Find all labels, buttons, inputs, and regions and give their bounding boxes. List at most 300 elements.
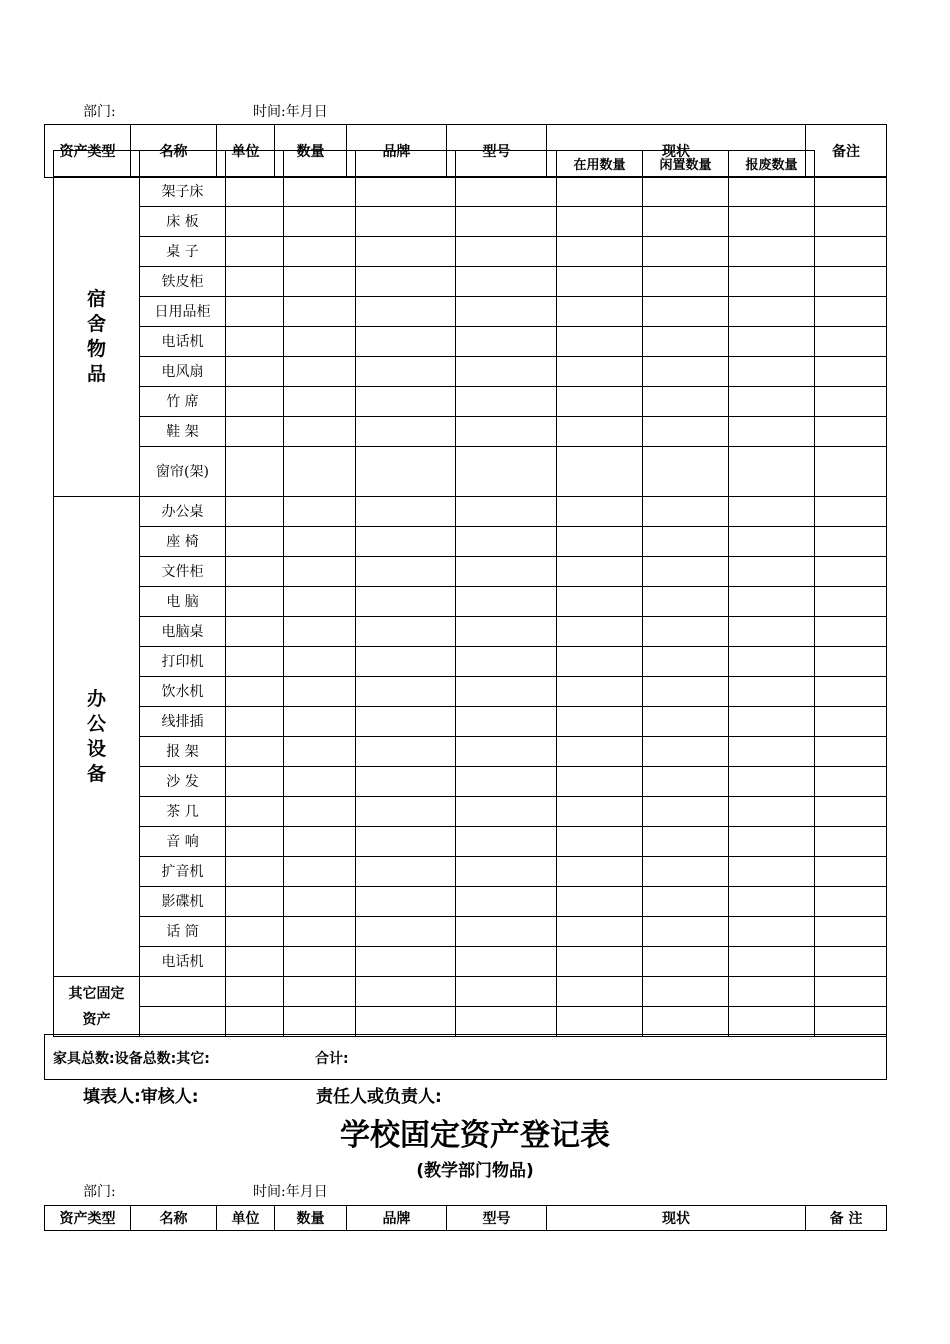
category-cell bbox=[54, 177, 140, 497]
entry-cell[interactable] bbox=[356, 527, 456, 557]
entry-cell[interactable] bbox=[226, 947, 284, 977]
col-unit-header: 单位 bbox=[217, 125, 275, 178]
table-row bbox=[54, 797, 887, 827]
item-name: 鞋 架 bbox=[140, 417, 226, 447]
entry-cell[interactable] bbox=[729, 917, 815, 947]
entry-cell[interactable] bbox=[456, 237, 557, 267]
entry-cell[interactable] bbox=[356, 207, 456, 237]
entry-cell[interactable] bbox=[815, 327, 887, 357]
entry-cell[interactable] bbox=[284, 647, 356, 677]
item-name: 日用品柜 bbox=[140, 297, 226, 327]
page-title: 学校固定资产登记表 bbox=[340, 1118, 610, 1153]
entry-cell[interactable] bbox=[643, 827, 729, 857]
entry-cell[interactable] bbox=[815, 237, 887, 267]
entry-cell[interactable] bbox=[456, 707, 557, 737]
entry-cell[interactable] bbox=[643, 177, 729, 207]
entry-cell[interactable] bbox=[356, 1007, 456, 1037]
entry-cell[interactable] bbox=[226, 527, 284, 557]
entry-cell[interactable] bbox=[729, 617, 815, 647]
entry-cell[interactable] bbox=[284, 557, 356, 587]
entry-cell[interactable] bbox=[226, 387, 284, 417]
subheader-row bbox=[54, 151, 887, 177]
entry-cell[interactable] bbox=[456, 647, 557, 677]
item-name: 窗帘(架) bbox=[140, 447, 226, 497]
col-qty-header: 数量 bbox=[275, 125, 347, 178]
item-name: 座 椅 bbox=[140, 527, 226, 557]
entry-cell[interactable] bbox=[815, 707, 887, 737]
entry-cell[interactable] bbox=[643, 497, 729, 527]
entry-cell[interactable] bbox=[456, 557, 557, 587]
entry-cell[interactable] bbox=[356, 447, 456, 497]
entry-cell[interactable] bbox=[356, 947, 456, 977]
entry-cell[interactable] bbox=[284, 977, 356, 1007]
entry-cell[interactable] bbox=[226, 447, 284, 497]
entry-cell[interactable] bbox=[729, 357, 815, 387]
table-row bbox=[54, 357, 887, 387]
entry-cell[interactable] bbox=[356, 707, 456, 737]
entry-cell[interactable] bbox=[456, 587, 557, 617]
entry-cell[interactable] bbox=[456, 677, 557, 707]
entry-cell[interactable] bbox=[557, 887, 643, 917]
item-name: 电 脑 bbox=[140, 587, 226, 617]
table-row bbox=[54, 707, 887, 737]
entry-cell[interactable] bbox=[557, 857, 643, 887]
entry-cell[interactable] bbox=[356, 387, 456, 417]
entry-cell[interactable] bbox=[557, 677, 643, 707]
table-row bbox=[54, 177, 887, 207]
entry-cell[interactable] bbox=[356, 417, 456, 447]
entry-cell[interactable] bbox=[815, 497, 887, 527]
entry-cell[interactable] bbox=[729, 677, 815, 707]
entry-cell[interactable] bbox=[729, 327, 815, 357]
entry-cell[interactable] bbox=[729, 1007, 815, 1037]
entry-cell[interactable] bbox=[284, 587, 356, 617]
entry-cell[interactable] bbox=[456, 387, 557, 417]
table-row bbox=[54, 417, 887, 447]
entry-cell[interactable] bbox=[140, 1007, 226, 1037]
table-row bbox=[54, 237, 887, 267]
entry-cell[interactable] bbox=[729, 387, 815, 417]
entry-cell[interactable] bbox=[356, 357, 456, 387]
entry-cell[interactable] bbox=[356, 737, 456, 767]
entry-cell[interactable] bbox=[226, 417, 284, 447]
table-row bbox=[54, 647, 887, 677]
table-row bbox=[54, 917, 887, 947]
entry-cell[interactable] bbox=[815, 767, 887, 797]
col-remark-header-2: 备 注 bbox=[806, 1206, 887, 1231]
entry-cell[interactable] bbox=[643, 557, 729, 587]
entry-cell[interactable] bbox=[815, 177, 887, 207]
item-name: 音 响 bbox=[140, 827, 226, 857]
entry-cell[interactable] bbox=[284, 387, 356, 417]
entry-cell[interactable] bbox=[557, 707, 643, 737]
item-name: 报 架 bbox=[140, 737, 226, 767]
entry-cell[interactable] bbox=[729, 207, 815, 237]
entry-cell[interactable] bbox=[557, 297, 643, 327]
dept-label: 部门: bbox=[83, 104, 116, 120]
entry-cell[interactable] bbox=[356, 827, 456, 857]
item-name: 电话机 bbox=[140, 327, 226, 357]
entry-cell[interactable] bbox=[643, 387, 729, 417]
entry-cell[interactable] bbox=[284, 677, 356, 707]
totals-left: 家具总数:设备总数:其它: bbox=[53, 1051, 210, 1067]
entry-cell[interactable] bbox=[226, 707, 284, 737]
entry-cell[interactable] bbox=[643, 977, 729, 1007]
entry-cell[interactable] bbox=[557, 177, 643, 207]
entry-cell[interactable] bbox=[356, 857, 456, 887]
entry-cell[interactable] bbox=[557, 977, 643, 1007]
main-table bbox=[53, 150, 887, 1037]
entry-cell[interactable] bbox=[815, 297, 887, 327]
entry-cell[interactable] bbox=[284, 767, 356, 797]
signature-left: 填表人:审核人: bbox=[83, 1087, 199, 1107]
entry-cell[interactable] bbox=[815, 557, 887, 587]
entry-cell[interactable] bbox=[356, 917, 456, 947]
col-unit-header-2: 单位 bbox=[217, 1206, 275, 1231]
entry-cell[interactable] bbox=[226, 677, 284, 707]
entry-cell[interactable] bbox=[356, 617, 456, 647]
table-row bbox=[54, 1007, 887, 1037]
entry-cell[interactable] bbox=[456, 497, 557, 527]
entry-cell[interactable] bbox=[226, 647, 284, 677]
table-row bbox=[54, 767, 887, 797]
entry-cell[interactable] bbox=[226, 857, 284, 887]
entry-cell[interactable] bbox=[815, 207, 887, 237]
entry-cell[interactable] bbox=[456, 527, 557, 557]
entry-cell[interactable] bbox=[226, 297, 284, 327]
entry-cell[interactable] bbox=[226, 797, 284, 827]
col-brand-header-2: 品牌 bbox=[347, 1206, 447, 1231]
entry-cell[interactable] bbox=[729, 557, 815, 587]
entry-cell[interactable] bbox=[557, 947, 643, 977]
entry-cell[interactable] bbox=[557, 917, 643, 947]
entry-cell[interactable] bbox=[643, 527, 729, 557]
item-name: 沙 发 bbox=[140, 767, 226, 797]
entry-cell[interactable] bbox=[226, 917, 284, 947]
entry-cell[interactable] bbox=[284, 237, 356, 267]
entry-cell[interactable] bbox=[815, 917, 887, 947]
category-cell bbox=[54, 497, 140, 977]
entry-cell[interactable] bbox=[226, 767, 284, 797]
entry-cell[interactable] bbox=[729, 707, 815, 737]
entry-cell[interactable] bbox=[643, 737, 729, 767]
entry-cell[interactable] bbox=[643, 237, 729, 267]
entry-cell[interactable] bbox=[557, 447, 643, 497]
entry-cell[interactable] bbox=[729, 497, 815, 527]
table-row bbox=[54, 447, 887, 497]
entry-cell[interactable] bbox=[729, 797, 815, 827]
entry-cell[interactable] bbox=[643, 297, 729, 327]
entry-cell[interactable] bbox=[643, 1007, 729, 1037]
col-status-header: 现状 bbox=[547, 125, 806, 178]
entry-cell[interactable] bbox=[356, 497, 456, 527]
entry-cell[interactable] bbox=[284, 827, 356, 857]
col-name-header-2: 名称 bbox=[131, 1206, 217, 1231]
entry-cell[interactable] bbox=[226, 267, 284, 297]
entry-cell[interactable] bbox=[226, 1007, 284, 1037]
entry-cell[interactable] bbox=[226, 977, 284, 1007]
entry-cell[interactable] bbox=[729, 647, 815, 677]
item-name: 竹 席 bbox=[140, 387, 226, 417]
entry-cell[interactable] bbox=[456, 917, 557, 947]
entry-cell[interactable] bbox=[557, 827, 643, 857]
entry-cell[interactable] bbox=[815, 827, 887, 857]
header-table-2 bbox=[44, 1205, 887, 1231]
entry-cell[interactable] bbox=[729, 267, 815, 297]
category-label: 办公设备 bbox=[86, 687, 106, 785]
entry-cell[interactable] bbox=[729, 527, 815, 557]
entry-cell[interactable] bbox=[643, 707, 729, 737]
entry-cell[interactable] bbox=[557, 527, 643, 557]
entry-cell[interactable] bbox=[356, 797, 456, 827]
entry-cell[interactable] bbox=[815, 387, 887, 417]
entry-cell[interactable] bbox=[557, 587, 643, 617]
entry-cell[interactable] bbox=[729, 447, 815, 497]
entry-cell[interactable] bbox=[729, 737, 815, 767]
entry-cell[interactable] bbox=[284, 267, 356, 297]
entry-cell[interactable] bbox=[557, 387, 643, 417]
entry-cell[interactable] bbox=[284, 947, 356, 977]
entry-cell[interactable] bbox=[557, 737, 643, 767]
entry-cell[interactable] bbox=[284, 1007, 356, 1037]
entry-cell[interactable] bbox=[557, 357, 643, 387]
entry-cell[interactable] bbox=[643, 267, 729, 297]
entry-cell[interactable] bbox=[815, 267, 887, 297]
entry-cell[interactable] bbox=[729, 417, 815, 447]
entry-cell[interactable] bbox=[815, 647, 887, 677]
entry-cell[interactable] bbox=[284, 707, 356, 737]
entry-cell[interactable] bbox=[356, 297, 456, 327]
entry-cell[interactable] bbox=[815, 887, 887, 917]
entry-cell[interactable] bbox=[284, 327, 356, 357]
entry-cell[interactable] bbox=[284, 617, 356, 647]
entry-cell[interactable] bbox=[284, 297, 356, 327]
entry-cell[interactable] bbox=[643, 887, 729, 917]
entry-cell[interactable] bbox=[284, 207, 356, 237]
table-row bbox=[54, 737, 887, 767]
entry-cell[interactable] bbox=[729, 947, 815, 977]
entry-cell[interactable] bbox=[356, 887, 456, 917]
entry-cell[interactable] bbox=[226, 207, 284, 237]
entry-cell[interactable] bbox=[226, 357, 284, 387]
category-label: 宿舍物品 bbox=[86, 287, 106, 385]
entry-cell[interactable] bbox=[226, 327, 284, 357]
entry-cell[interactable] bbox=[815, 617, 887, 647]
entry-cell[interactable] bbox=[226, 617, 284, 647]
entry-cell[interactable] bbox=[456, 617, 557, 647]
item-name: 架子床 bbox=[140, 177, 226, 207]
page-subtitle: (教学部门物品) bbox=[416, 1161, 534, 1181]
entry-cell[interactable] bbox=[356, 647, 456, 677]
entry-cell[interactable] bbox=[643, 617, 729, 647]
item-name: 电脑桌 bbox=[140, 617, 226, 647]
entry-cell[interactable] bbox=[456, 177, 557, 207]
table-row bbox=[54, 497, 887, 527]
entry-cell[interactable] bbox=[729, 827, 815, 857]
entry-cell[interactable] bbox=[557, 497, 643, 527]
entry-cell[interactable] bbox=[356, 977, 456, 1007]
col-idle-header: 闲置数量 bbox=[643, 151, 729, 177]
entry-cell[interactable] bbox=[643, 587, 729, 617]
entry-cell[interactable] bbox=[815, 1007, 887, 1037]
entry-cell[interactable] bbox=[356, 177, 456, 207]
col-scrap-header: 报废数量 bbox=[729, 151, 815, 177]
entry-cell[interactable] bbox=[643, 677, 729, 707]
entry-cell[interactable] bbox=[284, 917, 356, 947]
entry-cell[interactable] bbox=[815, 947, 887, 977]
entry-cell[interactable] bbox=[356, 267, 456, 297]
col-name-header: 名称 bbox=[131, 125, 217, 178]
table-row bbox=[54, 617, 887, 647]
item-name: 打印机 bbox=[140, 647, 226, 677]
table-row bbox=[54, 977, 887, 1007]
entry-cell[interactable] bbox=[284, 887, 356, 917]
table-row bbox=[54, 947, 887, 977]
entry-cell[interactable] bbox=[284, 177, 356, 207]
entry-cell[interactable] bbox=[456, 1007, 557, 1037]
entry-cell[interactable] bbox=[456, 357, 557, 387]
entry-cell[interactable] bbox=[226, 557, 284, 587]
entry-cell[interactable] bbox=[643, 327, 729, 357]
col-model-header: 型号 bbox=[447, 125, 547, 178]
entry-cell[interactable] bbox=[226, 497, 284, 527]
entry-cell[interactable] bbox=[557, 207, 643, 237]
item-name: 电风扇 bbox=[140, 357, 226, 387]
entry-cell[interactable] bbox=[456, 827, 557, 857]
entry-cell[interactable] bbox=[643, 917, 729, 947]
entry-cell[interactable] bbox=[226, 587, 284, 617]
entry-cell[interactable] bbox=[557, 797, 643, 827]
entry-cell[interactable] bbox=[729, 887, 815, 917]
entry-cell[interactable] bbox=[729, 297, 815, 327]
entry-cell[interactable] bbox=[557, 267, 643, 297]
entry-cell[interactable] bbox=[284, 357, 356, 387]
entry-cell[interactable] bbox=[643, 947, 729, 977]
entry-cell[interactable] bbox=[356, 587, 456, 617]
entry-cell[interactable] bbox=[456, 267, 557, 297]
col-type-header: 资产类型 bbox=[45, 125, 131, 178]
entry-cell[interactable] bbox=[284, 497, 356, 527]
totals-sum: 合计: bbox=[315, 1051, 349, 1067]
item-name: 影碟机 bbox=[140, 887, 226, 917]
entry-cell[interactable] bbox=[226, 237, 284, 267]
entry-cell[interactable] bbox=[729, 237, 815, 267]
entry-cell[interactable] bbox=[815, 447, 887, 497]
item-name: 茶 几 bbox=[140, 797, 226, 827]
table-row bbox=[54, 327, 887, 357]
entry-cell[interactable] bbox=[284, 527, 356, 557]
entry-cell[interactable] bbox=[643, 417, 729, 447]
entry-cell[interactable] bbox=[557, 617, 643, 647]
table-row bbox=[54, 527, 887, 557]
entry-cell[interactable] bbox=[557, 767, 643, 797]
entry-cell[interactable] bbox=[729, 977, 815, 1007]
entry-cell[interactable] bbox=[456, 767, 557, 797]
entry-cell[interactable] bbox=[456, 447, 557, 497]
entry-cell[interactable] bbox=[356, 327, 456, 357]
entry-cell[interactable] bbox=[815, 857, 887, 887]
entry-cell[interactable] bbox=[226, 177, 284, 207]
entry-cell[interactable] bbox=[356, 767, 456, 797]
entry-cell[interactable] bbox=[643, 767, 729, 797]
item-name: 桌 子 bbox=[140, 237, 226, 267]
entry-cell[interactable] bbox=[284, 447, 356, 497]
entry-cell[interactable] bbox=[643, 797, 729, 827]
item-name: 床 板 bbox=[140, 207, 226, 237]
entry-cell[interactable] bbox=[557, 327, 643, 357]
entry-cell[interactable] bbox=[557, 417, 643, 447]
entry-cell[interactable] bbox=[815, 587, 887, 617]
entry-cell[interactable] bbox=[356, 557, 456, 587]
entry-cell[interactable] bbox=[643, 647, 729, 677]
entry-cell[interactable] bbox=[815, 527, 887, 557]
entry-cell[interactable] bbox=[284, 797, 356, 827]
entry-cell[interactable] bbox=[815, 797, 887, 827]
entry-cell[interactable] bbox=[226, 827, 284, 857]
table-row bbox=[54, 207, 887, 237]
entry-cell[interactable] bbox=[815, 977, 887, 1007]
table-row bbox=[54, 677, 887, 707]
entry-cell[interactable] bbox=[456, 417, 557, 447]
table-row bbox=[54, 297, 887, 327]
entry-cell[interactable] bbox=[643, 857, 729, 887]
entry-cell[interactable] bbox=[557, 1007, 643, 1037]
item-name: 办公桌 bbox=[140, 497, 226, 527]
entry-cell[interactable] bbox=[356, 237, 456, 267]
item-name: 电话机 bbox=[140, 947, 226, 977]
entry-cell[interactable] bbox=[557, 557, 643, 587]
table-row bbox=[54, 387, 887, 417]
entry-cell[interactable] bbox=[456, 857, 557, 887]
entry-cell[interactable] bbox=[284, 737, 356, 767]
entry-cell[interactable] bbox=[643, 207, 729, 237]
entry-cell[interactable] bbox=[456, 207, 557, 237]
entry-cell[interactable] bbox=[729, 857, 815, 887]
entry-cell[interactable] bbox=[284, 417, 356, 447]
entry-cell[interactable] bbox=[729, 587, 815, 617]
entry-cell[interactable] bbox=[815, 357, 887, 387]
table-row bbox=[54, 887, 887, 917]
entry-cell[interactable] bbox=[643, 357, 729, 387]
entry-cell[interactable] bbox=[456, 977, 557, 1007]
entry-cell[interactable] bbox=[815, 677, 887, 707]
entry-cell[interactable] bbox=[557, 237, 643, 267]
entry-cell[interactable] bbox=[729, 767, 815, 797]
entry-cell[interactable] bbox=[815, 737, 887, 767]
item-name: 文件柜 bbox=[140, 557, 226, 587]
entry-cell[interactable] bbox=[456, 737, 557, 767]
entry-cell[interactable] bbox=[456, 887, 557, 917]
entry-cell[interactable] bbox=[729, 177, 815, 207]
col-model-header-2: 型号 bbox=[447, 1206, 547, 1231]
entry-cell[interactable] bbox=[140, 977, 226, 1007]
entry-cell[interactable] bbox=[456, 797, 557, 827]
dept-label-2: 部门: bbox=[83, 1184, 116, 1200]
entry-cell[interactable] bbox=[356, 677, 456, 707]
entry-cell[interactable] bbox=[456, 327, 557, 357]
entry-cell[interactable] bbox=[284, 857, 356, 887]
item-name: 话 筒 bbox=[140, 917, 226, 947]
entry-cell[interactable] bbox=[456, 947, 557, 977]
entry-cell[interactable] bbox=[815, 417, 887, 447]
table-row bbox=[54, 557, 887, 587]
entry-cell[interactable] bbox=[456, 297, 557, 327]
entry-cell[interactable] bbox=[557, 647, 643, 677]
entry-cell[interactable] bbox=[643, 447, 729, 497]
entry-cell[interactable] bbox=[226, 737, 284, 767]
time-label: 时间:年月日 bbox=[253, 104, 328, 120]
entry-cell[interactable] bbox=[226, 887, 284, 917]
